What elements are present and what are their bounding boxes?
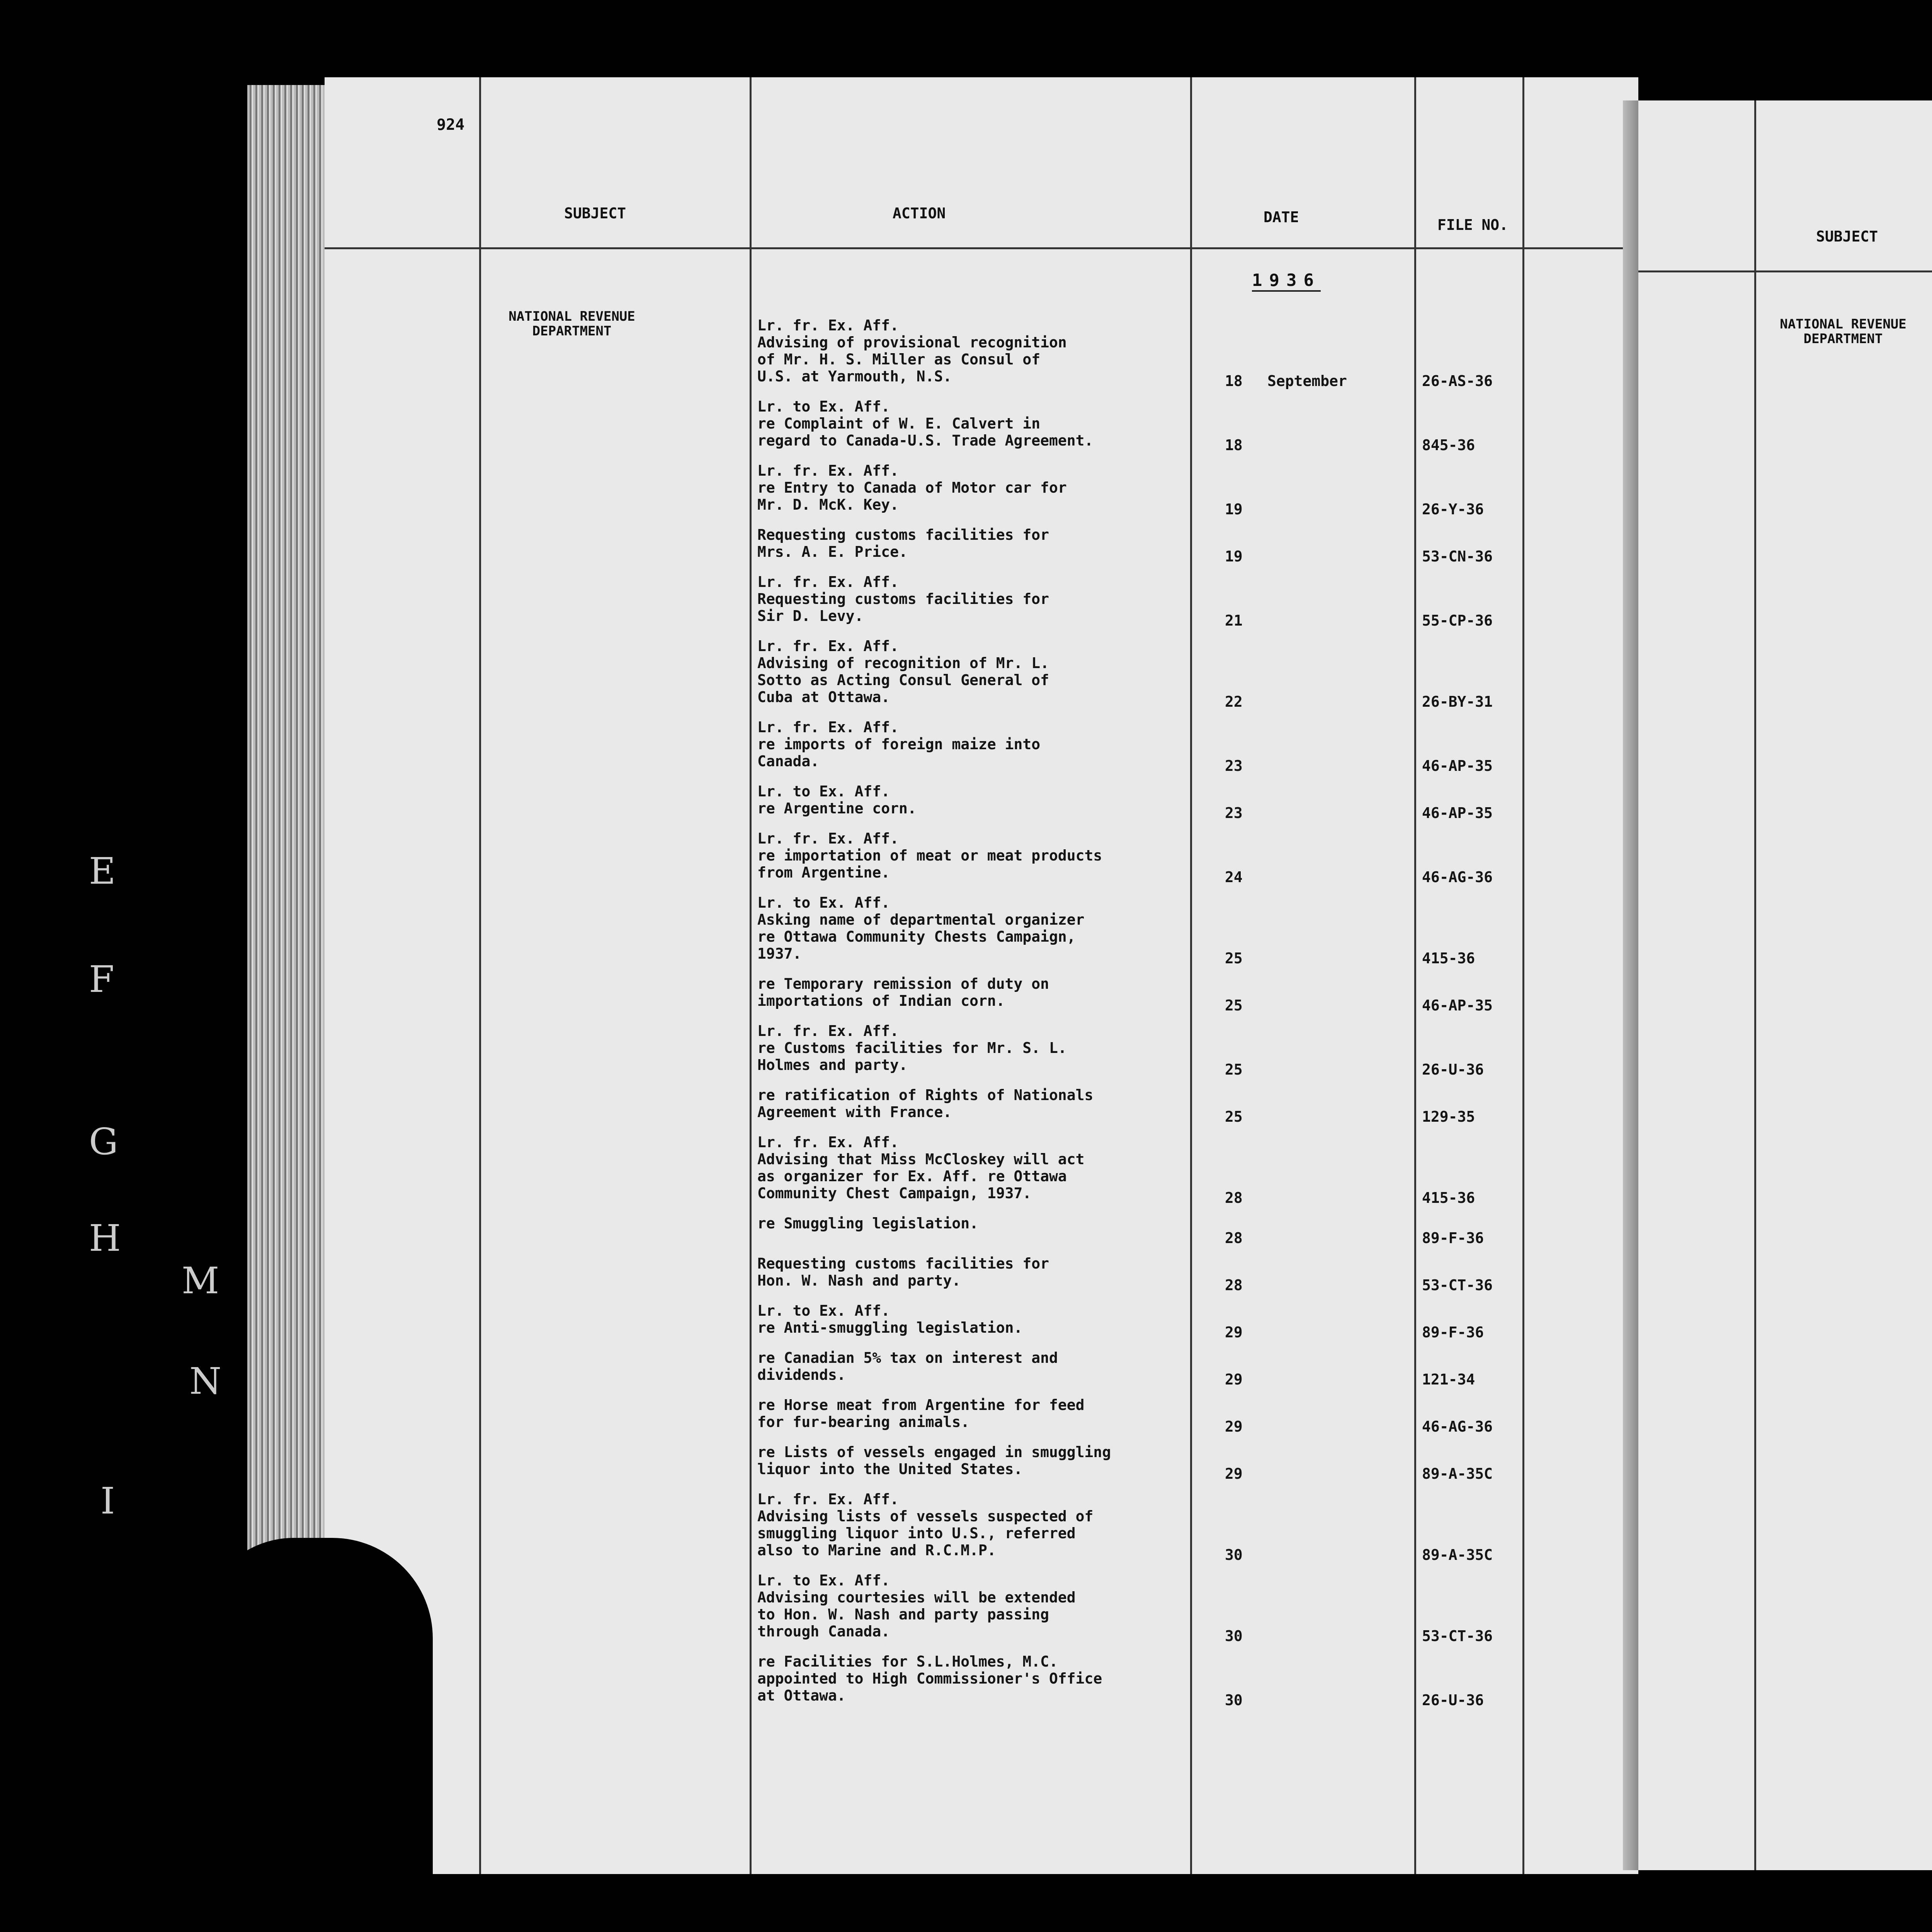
- file-number: 26-Y-36: [1422, 501, 1484, 518]
- entry-row: [1638, 1556, 1932, 1598]
- entry-row: [1638, 1604, 1932, 1645]
- action-text: Lr. fr. Ex. Aff. re imports of foreign maize into Canada.: [757, 719, 1041, 770]
- hand-shadow: [201, 1538, 433, 1932]
- entry-row: [325, 1349, 1638, 1391]
- date-day: 19: [1225, 501, 1243, 518]
- entry-row: [1638, 909, 1932, 968]
- file-number: 415-36: [1422, 950, 1475, 967]
- action-text: Lr. to Ex. Aff. re Argentine corn.: [757, 783, 917, 817]
- entry-row: [325, 894, 1638, 970]
- date-header: DATE: [1264, 209, 1299, 226]
- entry-row: [325, 526, 1638, 568]
- entry-row: [1638, 1651, 1932, 1692]
- entry-row: [1638, 332, 1932, 391]
- entry-row: [325, 1302, 1638, 1344]
- file-number: 26-U-36: [1422, 1692, 1484, 1709]
- entry-row: [325, 830, 1638, 889]
- date-day: 30: [1225, 1628, 1243, 1645]
- action-text: Lr. fr. Ex. Aff. Requesting customs facilities for Sir D. Levy.: [757, 573, 1049, 624]
- entry-row: [325, 719, 1638, 777]
- entry-row: [1638, 1253, 1932, 1294]
- action-text: re Lists of vessels engaged in smuggling liquor into the United States.: [757, 1444, 1111, 1478]
- date-day: 28: [1225, 1230, 1243, 1247]
- entry-row: [1638, 1054, 1932, 1089]
- entry-row: [325, 462, 1638, 521]
- action-text: Lr. to Ex. Aff. re Complaint of W. E. Calvert in regard to Canada-U.S. Trade Agreement.: [757, 398, 1094, 449]
- file-number: 53-CN-36: [1422, 548, 1493, 565]
- year-heading: 1936: [1252, 270, 1321, 292]
- entry-row: [1638, 484, 1932, 519]
- entry-row: [325, 1572, 1638, 1648]
- entry-row: [325, 1396, 1638, 1438]
- entry-row: [1638, 1094, 1932, 1136]
- subject-cell: NATIONAL REVENUE DEPARTMENT: [509, 309, 635, 339]
- file-header: FILE NO.: [1437, 216, 1509, 233]
- date-day: 29: [1225, 1418, 1243, 1435]
- date-day: 23: [1225, 757, 1243, 774]
- date-day: 18: [1225, 372, 1243, 389]
- entry-row: [1638, 747, 1932, 822]
- action-text: Lr. fr. Ex. Aff. re Customs facilities for Mr. S. L. Holmes and party.: [757, 1022, 1067, 1073]
- action-text: Lr. fr. Ex. Aff. Advising lists of vessels suspected of smuggling liquor into U.S., referred also to Marine and R.C.M.P.: [757, 1491, 1094, 1559]
- entry-row: [1638, 973, 1932, 1049]
- date-day: 28: [1225, 1277, 1243, 1294]
- entry-row: [1638, 571, 1932, 613]
- action-text: Lr. fr. Ex. Aff. Advising of recognition of Mr. L. Sotto as Acting Consul General of Cuba at Ottawa.: [757, 638, 1049, 706]
- index-letter: H: [89, 1217, 121, 1260]
- entry-row: [325, 398, 1638, 457]
- entry-row: [325, 975, 1638, 1017]
- action-text: Lr. to Ex. Aff. Asking name of departmental organizer re Ottawa Community Chests Campaign, 1937.: [757, 894, 1085, 962]
- action-text: Requesting customs facilities for Mrs. A. E. Price.: [757, 526, 1049, 560]
- action-text: Requesting customs facilities for Hon. W. Nash and party.: [757, 1255, 1049, 1289]
- file-number: 89-F-36: [1422, 1324, 1484, 1341]
- entry-row: [1638, 828, 1932, 903]
- entry-row: [1638, 618, 1932, 677]
- entry-row: [325, 1022, 1638, 1081]
- action-text: re Temporary remission of duty on importations of Indian corn.: [757, 975, 1049, 1009]
- entry-row: [325, 1255, 1638, 1297]
- date-day: 18: [1225, 437, 1243, 454]
- index-letter: G: [89, 1121, 118, 1163]
- date-day: 29: [1225, 1371, 1243, 1388]
- date-day: 28: [1225, 1189, 1243, 1206]
- date-day: 30: [1225, 1546, 1243, 1563]
- file-number: 121-34: [1422, 1371, 1475, 1388]
- action-text: Lr. to Ex. Aff. Advising courtesies will be extended to Hon. W. Nash and party passing through Canada.: [757, 1572, 1076, 1640]
- action-text: Lr. fr. Ex. Aff. re Entry to Canada of Motor car for Mr. D. McK. Key.: [757, 462, 1067, 513]
- right-page: [1638, 100, 1932, 1870]
- file-number: 26-AS-36: [1422, 372, 1493, 389]
- date-day: 25: [1225, 1061, 1243, 1078]
- entry-row: [325, 1215, 1638, 1250]
- index-letter: M: [182, 1260, 219, 1302]
- date-day: 29: [1225, 1324, 1243, 1341]
- entry-row: [1638, 1300, 1932, 1342]
- action-text: re Canadian 5% tax on interest and dividends.: [757, 1349, 1058, 1383]
- action-text: re Smuggling legislation.: [757, 1215, 978, 1232]
- action-text: re Facilities for S.L.Holmes, M.C. appointed to High Commissioner's Office at Ottawa.: [757, 1653, 1102, 1704]
- file-number: 845-36: [1422, 437, 1475, 454]
- file-number: 26-BY-31: [1422, 693, 1493, 710]
- file-number: 46-AP-35: [1422, 997, 1493, 1014]
- entry-row: [1638, 1141, 1932, 1183]
- entry-row: [1638, 1347, 1932, 1406]
- entry-row: [1638, 524, 1932, 566]
- entry-row: [325, 783, 1638, 825]
- file-number: 53-CT-36: [1422, 1628, 1493, 1645]
- header-rule: [325, 247, 1638, 249]
- action-text: Lr. fr. Ex. Aff. Advising that Miss McCloskey will act as organizer for Ex. Aff. re Ottawa Community Chest Campaign, 1937.: [757, 1134, 1085, 1202]
- date-month: September: [1267, 372, 1347, 389]
- header-rule: [1638, 270, 1932, 272]
- index-letter: I: [100, 1480, 115, 1522]
- entry-row: [325, 1444, 1638, 1485]
- entry-row: [1638, 396, 1932, 438]
- action-text: re Horse meat from Argentine for feed for fur-bearing animals.: [757, 1396, 1085, 1430]
- subject-header: SUBJECT: [564, 205, 626, 222]
- file-number: 53-CT-36: [1422, 1277, 1493, 1294]
- date-day: 21: [1225, 612, 1243, 629]
- entry-row: [325, 1491, 1638, 1566]
- action-text: re ratification of Rights of Nationals Agreement with France.: [757, 1087, 1094, 1121]
- date-day: 25: [1225, 1108, 1243, 1125]
- date-day: 19: [1225, 548, 1243, 565]
- date-day: 23: [1225, 804, 1243, 821]
- file-number: 46-AP-35: [1422, 804, 1493, 821]
- page-number: 924: [437, 116, 465, 134]
- entry-row: [1638, 1411, 1932, 1470]
- date-day: 25: [1225, 997, 1243, 1014]
- file-number: 46-AG-36: [1422, 869, 1493, 886]
- action-header: ACTION: [893, 205, 946, 222]
- left-page: [325, 77, 1638, 1874]
- entry-row: [1638, 444, 1932, 478]
- file-number: 89-F-36: [1422, 1230, 1484, 1247]
- index-letter: E: [89, 850, 116, 893]
- action-text: Lr. fr. Ex. Aff. re importation of meat or meat products from Argentine.: [757, 830, 1102, 881]
- entry-row: [325, 317, 1638, 393]
- entry-row: [325, 1134, 1638, 1209]
- entry-row: [1638, 1189, 1932, 1247]
- entry-row: [1638, 1475, 1932, 1551]
- file-number: 46-AP-35: [1422, 757, 1493, 774]
- entry-row: [325, 573, 1638, 632]
- index-letter: N: [189, 1360, 222, 1403]
- entry-row: [1638, 682, 1932, 741]
- file-number: 89-A-35C: [1422, 1546, 1493, 1563]
- subject-cell: NATIONAL REVENUE DEPARTMENT: [1780, 316, 1906, 347]
- entry-row: [325, 1087, 1638, 1128]
- date-day: 24: [1225, 869, 1243, 886]
- date-day: 22: [1225, 693, 1243, 710]
- action-text: Lr. to Ex. Aff. re Anti-smuggling legislation.: [757, 1302, 1023, 1336]
- entry-row: [325, 638, 1638, 713]
- file-number: 129-35: [1422, 1108, 1475, 1125]
- date-day: 25: [1225, 950, 1243, 967]
- file-number: 415-36: [1422, 1189, 1475, 1206]
- subject-header: SUBJECT: [1816, 228, 1878, 245]
- file-number: 55-CP-36: [1422, 612, 1493, 629]
- action-text: Lr. fr. Ex. Aff. Advising of provisional recognition of Mr. H. S. Miller as Consul of U.S. at Yarmouth, N.S.: [757, 317, 1067, 385]
- file-number: 46-AG-36: [1422, 1418, 1493, 1435]
- date-day: 29: [1225, 1465, 1243, 1482]
- entry-row: [325, 1653, 1638, 1712]
- file-number: 26-U-36: [1422, 1061, 1484, 1078]
- index-letter: F: [89, 958, 114, 1001]
- file-number: 89-A-35C: [1422, 1465, 1493, 1482]
- date-day: 30: [1225, 1692, 1243, 1709]
